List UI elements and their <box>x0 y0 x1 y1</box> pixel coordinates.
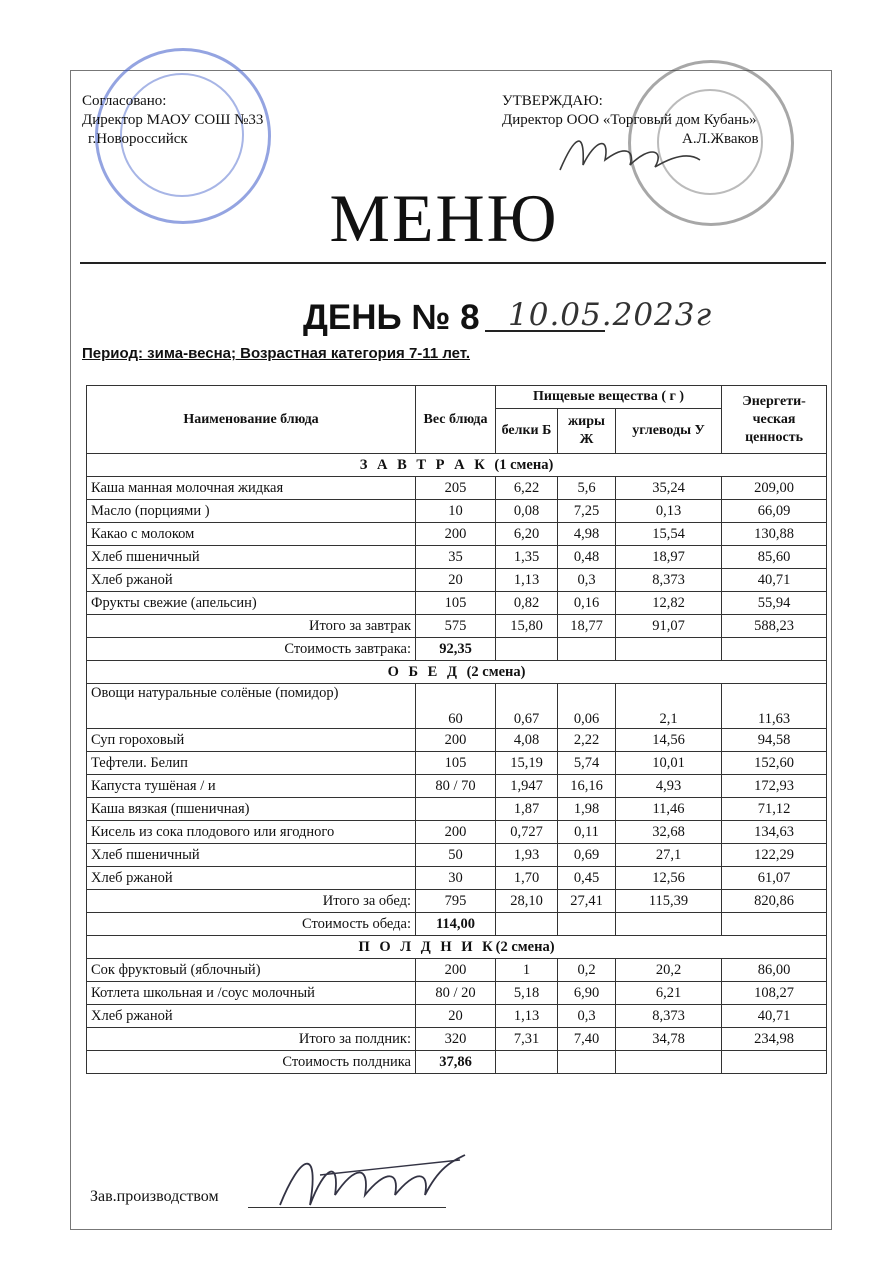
dish-weight: 80 / 70 <box>416 775 496 798</box>
day-date-underline <box>485 330 605 332</box>
dish-energy: 172,93 <box>722 775 827 798</box>
total-label: Итого за полдник: <box>87 1028 416 1051</box>
dish-fat: 7,25 <box>558 500 616 523</box>
total-protein: 28,10 <box>496 890 558 913</box>
dish-name: Хлеб пшеничный <box>87 546 416 569</box>
dish-name: Хлеб ржаной <box>87 569 416 592</box>
header-carbs: углеводы У <box>616 409 722 454</box>
header-weight: Вес блюда <box>416 386 496 454</box>
dish-carbs: 4,93 <box>616 775 722 798</box>
total-carbs: 91,07 <box>616 615 722 638</box>
dish-protein: 1,93 <box>496 844 558 867</box>
total-carbs: 115,39 <box>616 890 722 913</box>
dish-protein: 15,19 <box>496 752 558 775</box>
dish-carbs: 11,46 <box>616 798 722 821</box>
dish-weight: 205 <box>416 477 496 500</box>
dish-energy: 11,63 <box>722 684 827 729</box>
dish-carbs: 35,24 <box>616 477 722 500</box>
table-row <box>87 775 827 798</box>
total-fat: 18,77 <box>558 615 616 638</box>
cost-row <box>87 1051 827 1074</box>
total-label: Итого за обед: <box>87 890 416 913</box>
dish-fat: 0,11 <box>558 821 616 844</box>
dish-name: Каша манная молочная жидкая <box>87 477 416 500</box>
table-row <box>87 592 827 615</box>
day-number: ДЕНЬ № 8 <box>303 298 480 337</box>
dish-energy: 61,07 <box>722 867 827 890</box>
day-date: 10.05.2023г <box>508 297 713 333</box>
dish-protein: 4,08 <box>496 729 558 752</box>
dish-energy: 152,60 <box>722 752 827 775</box>
dish-weight: 60 <box>416 684 496 729</box>
dish-weight: 35 <box>416 546 496 569</box>
dish-weight: 30 <box>416 867 496 890</box>
dish-weight: 200 <box>416 959 496 982</box>
dish-energy: 108,27 <box>722 982 827 1005</box>
table-row <box>87 821 827 844</box>
table-row <box>87 867 827 890</box>
dish-protein: 5,18 <box>496 982 558 1005</box>
dish-protein: 6,20 <box>496 523 558 546</box>
dish-carbs: 20,2 <box>616 959 722 982</box>
dish-carbs: 18,97 <box>616 546 722 569</box>
header-name: Наименование блюда <box>87 386 416 454</box>
dish-weight: 20 <box>416 1005 496 1028</box>
dish-energy: 71,12 <box>722 798 827 821</box>
section-snack <box>87 936 827 959</box>
dish-name: Тефтели. Белип <box>87 752 416 775</box>
dish-protein: 1,35 <box>496 546 558 569</box>
dish-weight: 80 / 20 <box>416 982 496 1005</box>
table-row <box>87 798 827 821</box>
dish-protein: 1,13 <box>496 569 558 592</box>
total-fat: 27,41 <box>558 890 616 913</box>
total-row <box>87 1028 827 1051</box>
table-row <box>87 569 827 592</box>
header-nutrients: Пищевые вещества ( г ) <box>496 386 722 409</box>
table-row <box>87 752 827 775</box>
dish-energy: 134,63 <box>722 821 827 844</box>
section-shift: (2 смена) <box>466 664 526 680</box>
dish-fat: 0,45 <box>558 867 616 890</box>
header-protein: белки Б <box>496 409 558 454</box>
dish-fat: 0,69 <box>558 844 616 867</box>
approval-right-line3: А.Л.Жваков <box>682 131 759 147</box>
total-energy: 588,23 <box>722 615 827 638</box>
dish-name: Какао с молоком <box>87 523 416 546</box>
dish-weight <box>416 798 496 821</box>
header-energy: Энергети-ческая ценность <box>722 386 827 454</box>
footer-label: Зав.производством <box>90 1188 219 1205</box>
dish-fat: 5,6 <box>558 477 616 500</box>
approval-right-line2: Директор ООО «Торговый дом Кубань» <box>502 112 757 128</box>
total-carbs: 34,78 <box>616 1028 722 1051</box>
dish-protein: 1 <box>496 959 558 982</box>
section-title: О Б Е Д <box>387 664 460 680</box>
dish-carbs: 10,01 <box>616 752 722 775</box>
table-row <box>87 523 827 546</box>
section-shift: (2 смена) <box>495 939 555 955</box>
dish-weight: 10 <box>416 500 496 523</box>
dish-fat: 0,3 <box>558 569 616 592</box>
dish-name: Овощи натуральные солёные (помидор) <box>87 684 416 729</box>
dish-carbs: 0,13 <box>616 500 722 523</box>
cost-label: Стоимость полдника <box>87 1051 416 1074</box>
dish-energy: 85,60 <box>722 546 827 569</box>
dish-weight: 200 <box>416 821 496 844</box>
dish-weight: 20 <box>416 569 496 592</box>
section-lunch <box>87 661 827 684</box>
dish-weight: 105 <box>416 592 496 615</box>
dish-carbs: 2,1 <box>616 684 722 729</box>
approval-left-line1: Согласовано: <box>82 93 167 109</box>
dish-protein: 0,67 <box>496 684 558 729</box>
dish-fat: 0,2 <box>558 959 616 982</box>
cost-value: 92,35 <box>416 638 496 661</box>
total-label: Итого за завтрак <box>87 615 416 638</box>
cost-row <box>87 913 827 936</box>
total-row <box>87 890 827 913</box>
title-divider <box>80 262 826 264</box>
header-fat: жиры Ж <box>558 409 616 454</box>
table-row <box>87 844 827 867</box>
dish-name: Каша вязкая (пшеничная) <box>87 798 416 821</box>
dish-name: Хлеб пшеничный <box>87 844 416 867</box>
approval-left-block <box>82 92 263 149</box>
dish-carbs: 8,373 <box>616 569 722 592</box>
signature-line <box>248 1207 446 1208</box>
dish-carbs: 27,1 <box>616 844 722 867</box>
dish-fat: 16,16 <box>558 775 616 798</box>
cost-label: Стоимость завтрака: <box>87 638 416 661</box>
table-row <box>87 500 827 523</box>
dish-protein: 6,22 <box>496 477 558 500</box>
cost-label: Стоимость обеда: <box>87 913 416 936</box>
dish-fat: 0,48 <box>558 546 616 569</box>
dish-protein: 1,13 <box>496 1005 558 1028</box>
period-line: Период: зима-весна; Возрастная категория 7-11 лет. <box>82 345 471 362</box>
dish-name: Кисель из сока плодового или ягодного <box>87 821 416 844</box>
total-energy: 820,86 <box>722 890 827 913</box>
approval-left-line3: г.Новороссийск <box>88 131 188 147</box>
total-protein: 7,31 <box>496 1028 558 1051</box>
dish-fat: 5,74 <box>558 752 616 775</box>
dish-protein: 1,70 <box>496 867 558 890</box>
dish-name: Хлеб ржаной <box>87 1005 416 1028</box>
dish-carbs: 32,68 <box>616 821 722 844</box>
dish-name: Хлеб ржаной <box>87 867 416 890</box>
section-breakfast <box>87 454 827 477</box>
dish-protein: 0,08 <box>496 500 558 523</box>
approval-left-line2: Директор МАОУ СОШ №33 <box>82 112 264 128</box>
dish-fat: 0,06 <box>558 684 616 729</box>
dish-protein: 0,727 <box>496 821 558 844</box>
table-row <box>87 1005 827 1028</box>
dish-name: Капуста тушёная / и <box>87 775 416 798</box>
dish-energy: 40,71 <box>722 569 827 592</box>
table-row <box>87 684 827 729</box>
dish-energy: 86,00 <box>722 959 827 982</box>
approval-right-line1: УТВЕРЖДАЮ: <box>502 93 603 109</box>
dish-carbs: 15,54 <box>616 523 722 546</box>
total-energy: 234,98 <box>722 1028 827 1051</box>
dish-protein: 1,87 <box>496 798 558 821</box>
dish-carbs: 8,373 <box>616 1005 722 1028</box>
table-row <box>87 729 827 752</box>
dish-name: Суп гороховый <box>87 729 416 752</box>
dish-weight: 200 <box>416 523 496 546</box>
dish-weight: 105 <box>416 752 496 775</box>
dish-carbs: 12,82 <box>616 592 722 615</box>
section-title: З А В Т Р А К <box>359 457 488 473</box>
dish-name: Масло (порциями ) <box>87 500 416 523</box>
dish-name: Котлета школьная и /соус молочный <box>87 982 416 1005</box>
section-shift: (1 смена) <box>494 457 554 473</box>
table-row <box>87 477 827 500</box>
dish-fat: 0,16 <box>558 592 616 615</box>
cost-value: 114,00 <box>416 913 496 936</box>
dish-energy: 122,29 <box>722 844 827 867</box>
table-body <box>87 454 827 1074</box>
dish-energy: 209,00 <box>722 477 827 500</box>
dish-name: Сок фруктовый (яблочный) <box>87 959 416 982</box>
total-weight: 575 <box>416 615 496 638</box>
dish-energy: 40,71 <box>722 1005 827 1028</box>
dish-fat: 6,90 <box>558 982 616 1005</box>
cost-value: 37,86 <box>416 1051 496 1074</box>
section-title: П О Л Д Н И К <box>358 939 496 955</box>
cost-row <box>87 638 827 661</box>
dish-energy: 94,58 <box>722 729 827 752</box>
manager-signature <box>270 1135 470 1225</box>
dish-energy: 66,09 <box>722 500 827 523</box>
approval-right-block <box>502 92 759 149</box>
menu-table <box>86 385 827 1074</box>
dish-carbs: 14,56 <box>616 729 722 752</box>
total-fat: 7,40 <box>558 1028 616 1051</box>
table-row <box>87 959 827 982</box>
page-title: МЕНЮ <box>329 180 559 256</box>
table-row <box>87 546 827 569</box>
dish-protein: 0,82 <box>496 592 558 615</box>
dish-energy: 55,94 <box>722 592 827 615</box>
total-weight: 795 <box>416 890 496 913</box>
dish-energy: 130,88 <box>722 523 827 546</box>
dish-carbs: 6,21 <box>616 982 722 1005</box>
dish-carbs: 12,56 <box>616 867 722 890</box>
dish-fat: 2,22 <box>558 729 616 752</box>
total-row <box>87 615 827 638</box>
dish-fat: 4,98 <box>558 523 616 546</box>
dish-protein: 1,947 <box>496 775 558 798</box>
total-protein: 15,80 <box>496 615 558 638</box>
dish-fat: 1,98 <box>558 798 616 821</box>
dish-fat: 0,3 <box>558 1005 616 1028</box>
dish-name: Фрукты свежие (апельсин) <box>87 592 416 615</box>
dish-weight: 50 <box>416 844 496 867</box>
dish-weight: 200 <box>416 729 496 752</box>
table-row <box>87 982 827 1005</box>
total-weight: 320 <box>416 1028 496 1051</box>
